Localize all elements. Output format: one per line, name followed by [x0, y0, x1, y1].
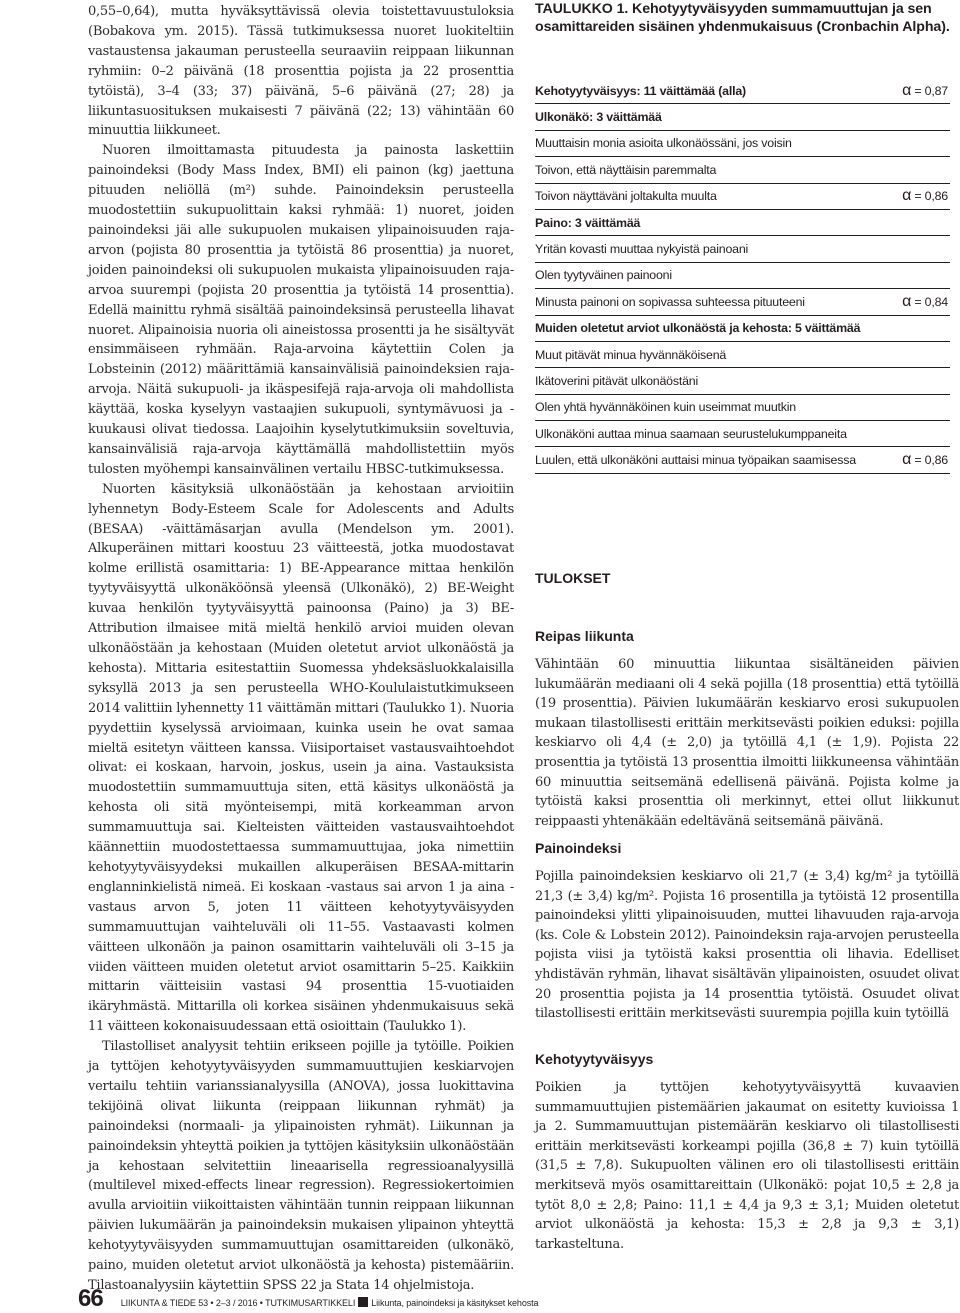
alpha-symbol: α [902, 187, 912, 205]
arrow-box-icon [358, 1297, 368, 1307]
table-row [535, 289, 950, 315]
table-row-label: Muut pitävät minua hyvännäköisenä [535, 347, 727, 362]
table-row-label: Minusta painoni on sopivassa suhteessa pituuteeni [535, 294, 805, 309]
table-row-label: Toivon näyttäväni joltakulta muulta [535, 189, 717, 204]
table-row [535, 447, 950, 473]
table-row-label: Yritän kovasti muuttaa nykyistä painoani [535, 242, 749, 257]
table-row [535, 184, 950, 210]
table-row [535, 316, 950, 342]
table-row-label: Kehotyytyväisyys: 11 väittämää (alla) [535, 83, 746, 98]
alpha-number: = 0,84 [914, 294, 948, 309]
cronbach-alpha-value [902, 82, 948, 100]
table-row-label: Luulen, että ulkonäköni auttaisi minua työpaikan saamisessa [535, 453, 856, 468]
table-row-label: Toivon, että näyttäisin paremmalta [535, 162, 717, 177]
cronbach-alpha-value [902, 187, 948, 205]
table-row-label: Ulkonäköni auttaa minua saamaan seurustelukumppaneita [535, 426, 847, 441]
table-row [535, 342, 950, 368]
table-row-label: Muuttaisin monia asioita ulkonäössäni, jos voisin [535, 136, 792, 151]
paragraph-1: 0,55–0,64), mutta hyväksyttävissä olevia toistettavuustuloksia (Bobakova ym. 2015). Tässä tutkimuksessa nuoret luokiteltiin vastaustensa jakauman perusteella seuraaviin reippaan liikunnan ryhmiin: 0–2 päivänä (18 prosenttia pojista ja 22 prosenttia tytöistä), 3–4 (33; 37) päivänä, 5–6 päivänä (27; 28) ja liikuntasuosituksen mukaisesti 7 päivänä (22; 13) vähintään 60 minuuttia liikkuneet. [88, 4, 514, 139]
section-text-kehotyytyvaisyys: Poikien ja tyttöjen kehotyytyväisyyttä kuvaavien summamuuttujien pistemäärien jakaumat on esitetty kuvioissa 1 ja 2. Summamuuttujan pistemäärän keskiarvo oli tilastollisesti erittäin merkitsevästi korkeampi pojilla (36,8 ± 7) kuin tytöillä (31,5 ± 7,8). Sukupuolten välinen ero oli tilastollisesti erittäin merkitsevä myös osamittareittain (Ulkonäkö: pojat 10,5 ± 2,8 ja tytöt 8,0 ± 2,8; Paino: 11,1 ± 4,4 ja 9,3 ± 3,1; Muiden oletetut arviot ulkonäöstä ja kehosta: 15,3 ± 2,8 ja 9,3 ± 3,1) tarkasteltuna. [535, 1080, 959, 1252]
table-title: TAULUKKO 1. Kehotyytyväisyyden summamuuttujan ja sen osamittareiden sisäinen yhdenmukaisuus (Cronbachin Alpha). [535, 1, 950, 35]
table-row [535, 368, 950, 394]
alpha-number: = 0,87 [914, 83, 948, 98]
table-row [535, 78, 950, 104]
table-row [535, 236, 950, 262]
page-footer [78, 1285, 538, 1313]
paragraph-3: Nuorten käsityksiä ulkonäöstään ja kehostaan arvioitiin lyhennetyn Body-Esteem Scale for Adolescents and Adults (BESAA) -väittämäsarjan avulla (Mendelson ym. 2001). Alkuperäinen mittari koostuu 23 väitteestä, jotka muodostavat kolme erillistä osamittaria: 1) BE-Appearance mittaa henkilön tyytyväisyyttä ulkonäköönsä yleensä (Ulkonäkö), 2) BE-Weight kuvaa henkilön tyytyväisyyttä painoonsa (Paino) ja 3) BE-Attribution ilmaisee mitä mieltä henkilö arvioi muiden olevan ulkonäöstään ja kehostaan (Muiden oletetut arviot ulkonäöstä ja kehosta). Mittaria esitestattiin Suomessa yhdeksäsluokkalaisilla syksyllä 2013 ja sen perusteella WHO-Koululaistutkimukseen 2014 valittiin lyhennetty 11 väittämän mittari (Taulukko 1). Nuoria pyydettiin kyselyssä arvioimaan, kuinka usein he ovat samaa mieltä esitetyn väitteen kanssa. Viisiportaiset vastausvaihtoehdot olivat: ei koskaan, harvoin, joskus, usein ja aina. Vastauksista muodostettiin summamuuttuja siten, että käsitys ulkonäöstä ja kehosta oli sitä myönteisempi, mitä korkeamman arvon summamuuttuja sai. Kielteisten väitteiden vastausvaihtoehdot käännettiin muodostettaessa summamuuttujaa, joka nimettiin kehotyytyväisyydeksi mukaillen alkuperäisen BESAA-mittarin englanninkielistä nimeä. Ei koskaan -vastaus sai arvon 1 ja aina -vastaus arvon 5, joten 11 väitteen kehotyytyväisyyden summamuuttujan vaihteluväli oli 11–55. Vastaavasti kolmen väitteen ulkonäön ja painon osamittarin vaihteluväli oli 3–15 ja viiden väitteen muiden oletetut arviot osamittarin 5–25. Kaikkiin mittarin väitteisiin vastasi 94 prosenttia 15-vuotiaiden ikäryhmästä. Mittarilla oli korkea sisäinen yhdenmukaisuus sekä 11 väitteen kokonaisuudessaan että osioittain (Taulukko 1). [88, 481, 514, 1035]
section-text-reipas-liikunta: Vähintään 60 minuuttia liikuntaa sisältäneiden päivien lukumäärän mediaani oli 4 sekä pojilla (18 prosenttia) että tytöillä (19 prosenttia). Päivien lukumäärän keskiarvo erosi sukupuolen mukaan tilastollisesti erittäin merkitsevästi poikien eduksi: pojilla keskiarvo oli 4,4 (± 2,0) ja tytöillä 4,1 (± 1,9). Pojista 22 prosenttia ja tytöistä 13 prosenttia ilmoitti liikkuneensa vähintään 60 minuuttia seitsemänä edellisenä päivänä. Pojista kolme ja tytöistä kaksi prosenttia oli merkinnyt, ettei ollut liikkunut reippaasti yhtenäkään edeltävänä seitsemänä päivänä. [535, 657, 959, 829]
section-text-painoindeksi: Pojilla painoindeksien keskiarvo oli 21,7 (± 3,4) kg/m² ja tytöillä 21,3 (± 3,4) kg/m². Pojista 16 prosentilla ja tytöistä 12 prosentilla painoindeksi ylitti ylipainoisuuden, muttei lihavuuden raja-arvoja (ks. Cole & Lobstein 2012). Painoindeksin raja-arvojen perusteella pojista viisi ja tytöistä kaksi prosenttia oli lihavia. Edelliset yhdistävän ryhmän, lihavat sisältävän ylipainoisten, osuudet olivat 20 prosenttia pojista ja 14 prosenttia tytöistä. Osuudet olivat tilastollisesti erittäin merkitsevästi suurempia pojilla kuin tytöillä [535, 869, 959, 1022]
section-heading-kehotyytyvaisyys: Kehotyytyväisyys [535, 1051, 654, 1067]
table-row [535, 104, 950, 130]
alpha-symbol: α [902, 451, 912, 469]
table-row-label: Ikätoverini pitävät ulkonäöstäni [535, 373, 699, 388]
results-heading: TULOKSET [535, 570, 611, 586]
running-subtitle: Liikunta, painoindeksi ja käsitykset kehosta [371, 1298, 539, 1308]
page-number: 66 [78, 1285, 103, 1312]
table-row-label: Olen tyytyväinen painooni [535, 268, 672, 283]
table-row-label: Ulkonäkö: 3 väittämää [535, 110, 662, 125]
table-row [535, 131, 950, 157]
section-heading-painoindeksi: Painoindeksi [535, 840, 622, 856]
cronbach-alpha-value [902, 293, 948, 311]
section-heading-reipas-liikunta: Reipas liikunta [535, 628, 634, 644]
table-row [535, 395, 950, 421]
alpha-symbol: α [902, 292, 912, 310]
running-title: LIIKUNTA & TIEDE 53 • 2–3 / 2016 • TUTKIMUSARTIKKELI [120, 1298, 356, 1308]
alpha-number: = 0,86 [914, 453, 948, 468]
table-row [535, 421, 950, 447]
table-row-label: Paino: 3 väittämää [535, 215, 641, 230]
table-1 [535, 78, 950, 474]
cronbach-alpha-value [902, 451, 948, 469]
table-row-label: Olen yhtä hyvännäköinen kuin useimmat muutkin [535, 400, 796, 415]
alpha-symbol: α [902, 81, 912, 99]
table-row [535, 210, 950, 236]
left-text-column [88, 2, 514, 1296]
alpha-number: = 0,86 [914, 189, 948, 204]
paragraph-2: Nuoren ilmoittamasta pituudesta ja painosta laskettiin painoindeksi (Body Mass Index, BMI) eli painon (kg) jaettuna pituuden neliöllä (m²) suhde. Painoindeksin perusteella muodostettiin sukupuolittain kaksi ryhmää: 1) nuoret, joiden painoindeksi jäi alle sukupuolen mukaisen ylipainoisuuden raja-arvon (pojista 80 prosenttia ja tytöistä 86 prosenttia) ja nuoret, joiden painoindeksi oli sukupuolen mukaista ylipainoisuuden raja-arvoa suurempi (pojista 20 prosenttia ja tytöistä 14 prosenttia). Edellä mainittu ryhmä sisältää painoindeksinsä perusteella lihavat nuoret. Alipainoisia nuoria oli aineistossa prosentti ja he sisältyvät ensimmäiseen ryhmään. Raja-arvoina käytettiin Colen ja Lobsteinin (2012) määrittämiä kansainvälisiä painoindeksien raja-arvoja. Näitä sukupuoli- ja ikäspesifejä raja-arvoja oli mahdollista käyttää, koska kyselyyn vastaajien sukupuoli, syntymävuosi ja -kuukausi olivat tiedossa. Laajoihin kyselytutkimuksiin soveltuvia, kansainvälisiä raja-arvoja käyttämällä mahdollistettiin myös tulosten myöhempi kansainvälinen vertailu HBSC-tutkimuksessa. [88, 143, 514, 477]
table-row-label: Muiden oletetut arviot ulkonäöstä ja kehosta: 5 väittämää [535, 321, 861, 336]
paragraph-4: Tilastolliset analyysit tehtiin erikseen pojille ja tytöille. Poikien ja tyttöjen kehotyytyväisyyden summamuuttujien keskiarvojen vertailu tehtiin varianssianalyysilla (ANOVA), jossa luokittavina tekijöinä olivat liikunta (reippaan liikunnan ryhmät) ja painoindeksi (normaali- ja ylipainoisten ryhmät). Liikunnan ja painoindeksin yhteyttä poikien ja tyttöjen käsityksiin ulkonäöstään ja kehostaan selvitettiin lineaarisella regressioanalyysillä (multilevel mixed-effects linear regression). Regressiokertoimien avulla arvioitiin viikoittaisten vähintään tunnin reippaan liikunnan päivien lukumäärän ja painoindeksin mukaisen ylipainon yhteyttä kehotyytyväisyyden summamuuttujan osamittareiden (ulkonäkö, paino, muiden oletetut arviot ulkonäöstä ja kehosta) pistemääriin. Tilastoanalyysiin käytettiin SPSS 22 ja Stata 14 ohjelmistoja. [88, 1039, 514, 1293]
table-row [535, 157, 950, 183]
table-row [535, 263, 950, 289]
